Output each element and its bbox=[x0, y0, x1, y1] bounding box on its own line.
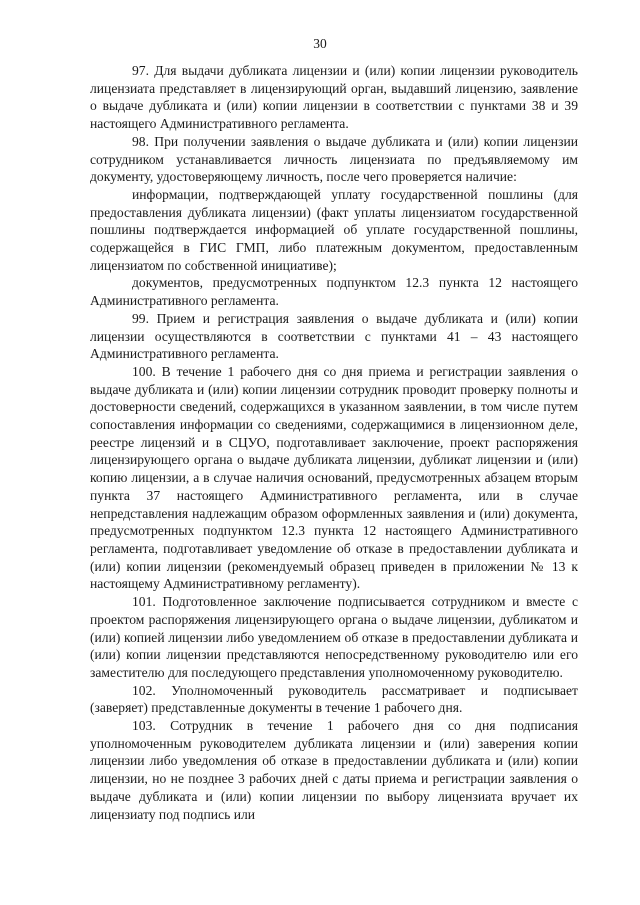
paragraph-98-item-1: информации, подтверждающей уплату государственной пошлины (для предоставления дубликата лицензии) (факт уплаты лицензиатом государственной пошлины подтверждается информацией об уплате государственной пошлины, содержащейся в ГИС ГМП, либо платежным документом, предоставленным лицензиатом по собственной инициативе); bbox=[90, 186, 578, 273]
paragraph-102: 102. Уполномоченный руководитель рассматривает и подписывает (заверяет) представленные документы в течение 1 рабочего дня. bbox=[90, 682, 578, 716]
paragraph-98-item-2: документов, предусмотренных подпунктом 12.3 пункта 12 настоящего Административного регламента. bbox=[90, 275, 578, 309]
page-number: 30 bbox=[313, 36, 327, 51]
document-body bbox=[90, 62, 578, 823]
paragraph-100: 100. В течение 1 рабочего дня со дня приема и регистрации заявления о выдаче дубликата и (или) копии лицензии сотрудник проводит проверку полноты и достоверности сведений, содержащихся в указанном заявлении, в том числе путем сопоставления информации со сведениями, содержащимися в лицензионном деле, реестре лицензий и в СЦУО, подготавливает заключение, проект распоряжения лицензирующего органа о выдаче дубликата лицензии, дубликат лицензии и (или) копию лицензии, а в случае наличия оснований, предусмотренных абзацем вторым пункта 37 настоящего Административного регламента, или в случае непредставления надлежащим образом оформленных заявления и (или) документа, предусмотренных подпунктом 12.3 пункта 12 настоящего Административного регламента, подготавливает уведомление об отказе в предоставлении дубликата и (или) копии лицензии (рекомендуемый образец приведен в приложении № 13 к настоящему Административному регламенту). bbox=[90, 363, 578, 592]
paragraph-101: 101. Подготовленное заключение подписывается сотрудником и вместе с проектом распоряжения лицензирующего органа о выдаче лицензии, дубликатом и (или) копией лицензии либо уведомлением об отказе в предоставлении дубликата и (или) копии лицензии представляются непосредственному руководителю или его заместителю для последующего представления уполномоченному руководителю. bbox=[90, 594, 578, 680]
paragraph-103: 103. Сотрудник в течение 1 рабочего дня со дня подписания уполномоченным руководителем дубликата лицензии и (или) заверения копии лицензии либо уведомления об отказе в предоставлении дубликата и (или) копии лицензии, но не позднее 3 рабочих дней с даты приема и регистрации заявления о выдаче дубликата и (или) копии лицензии по выбору лицензиата вручает их лицензиату под подпись или bbox=[90, 718, 578, 822]
paragraph-99: 99. Прием и регистрация заявления о выдаче дубликата и (или) копии лицензии осуществляются в соответствии с пунктами 41 – 43 настоящего Административного регламента. bbox=[90, 310, 578, 362]
paragraph-98: 98. При получении заявления о выдаче дубликата и (или) копии лицензии сотрудником устанавливается личность лицензиата по предъявляемому им документу, удостоверяющему личность, после чего проверяется наличие: bbox=[90, 133, 578, 185]
paragraph-97: 97. Для выдачи дубликата лицензии и (или) копии лицензии руководитель лицензиата представляет в лицензирующий орган, выдавший лицензию, заявление о выдаче дубликата и (или) копии лицензии в соответствии с пунктами 38 и 39 настоящего Административного регламента. bbox=[90, 63, 578, 132]
